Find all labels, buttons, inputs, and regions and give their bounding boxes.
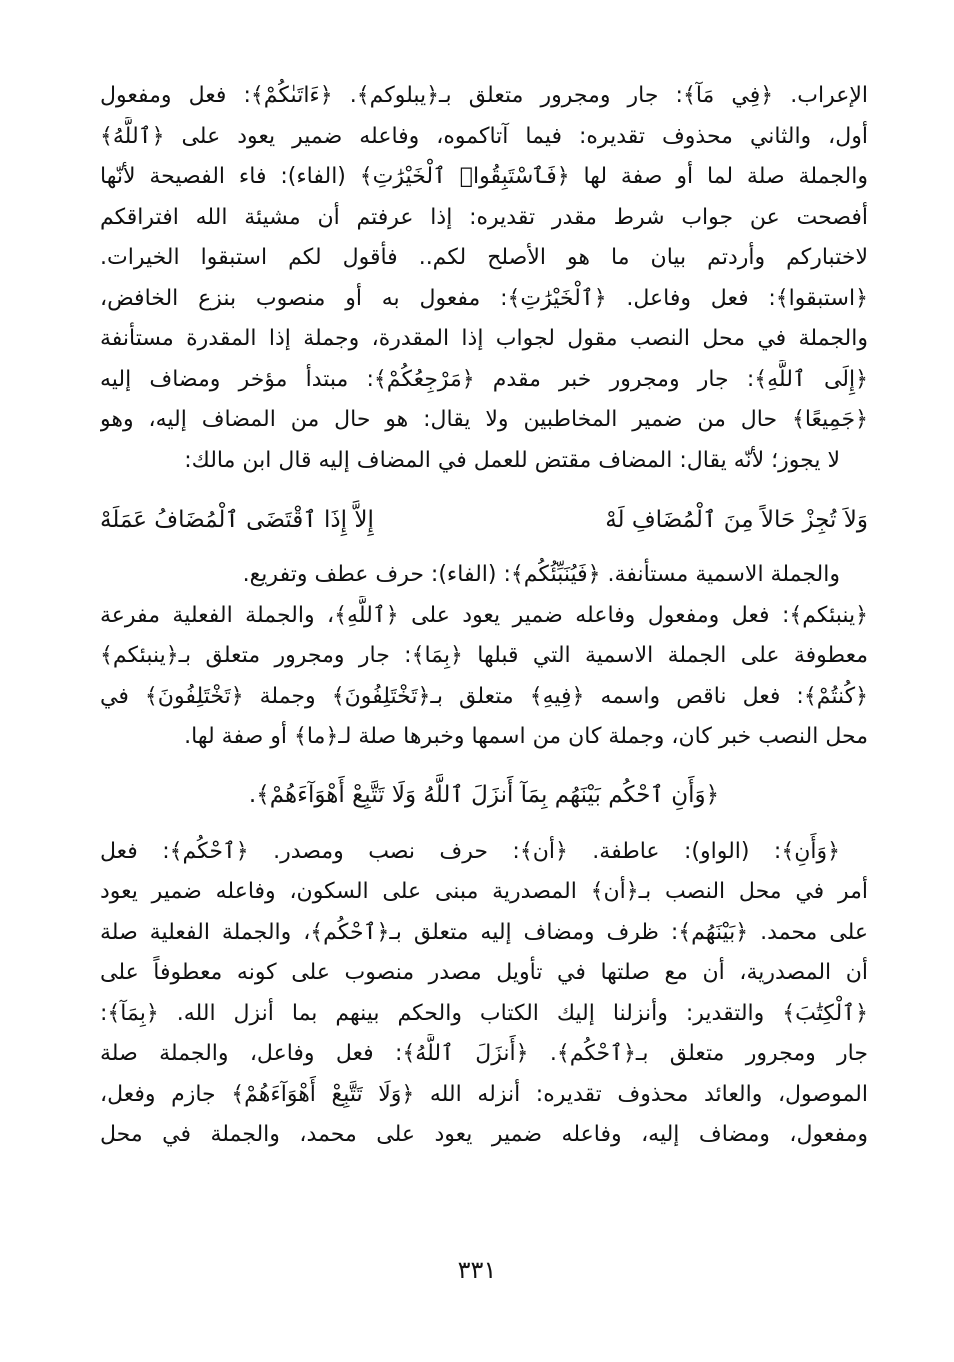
text-line: أفصحت عن جواب شرط مقدر تقديره: إذا عرفتم أن مشيئة الله افتراقكم (100, 204, 868, 230)
text-line: ومفعول، ومضاف إليه، وفاعله ضمير يعود على محمد، والجملة في محل (100, 1122, 868, 1147)
text-line: أول، والثاني محذوف تقديره: فيما آتاكموه، وفاعله ضمير يعود على ﴿ٱللَّهُ﴾ (100, 123, 868, 149)
poetry-verse (100, 489, 868, 551)
text-line: ﴿استبقوا﴾: فعل وفاعل. ﴿ٱلْخَيْرَٰتِ﴾: مفعول به أو منصوب بنزع الخافض، (100, 285, 868, 311)
text-line: الإعراب. ﴿فِي مَآ﴾: جار ومجرور متعلق بـ﴿يبلوكم﴾. ﴿ءَاتَىٰكُمْ﴾: فعل ومفعول (100, 83, 868, 108)
paragraph-1 (100, 76, 868, 481)
text-line: ﴿وَأَنِ﴾: (الواو): عاطفة. ﴿أن﴾: حرف نصب ومصدر. ﴿ٱحْكُم﴾: فعل (100, 838, 840, 864)
text-line: أن المصدرية، أن مع صلتها في تأويل مصدر منصوب على كونه معطوفاً على (100, 960, 868, 985)
text-line: ﴿ينبئكم﴾: فعل ومفعول وفاعله ضمير يعود على ﴿ٱللَّهِ﴾، والجملة الفعلية مفرعة (100, 602, 868, 628)
paragraph-3 (100, 832, 868, 1156)
quran-verse: ﴿وَأَنِ ٱحْكُم بَيْنَهُم بِمَآ أَنزَلَ ٱللَّهُ وَلَا تَتَّبِعْ أَهْوَآءَهُمْ﴾. (248, 781, 720, 808)
text-line: ﴿جَمِيعًا﴾ حال من ضمير المخاطبين ولا يقال: هو حال من المضاف إليه، وهو (100, 407, 868, 432)
verse-first-hemistich: وَلاَ تُجِزْ حَالاً مِنَ ٱلْمُضَافِ لَهْ (605, 507, 868, 533)
text-line: والجملة صلة لما أو صفة لها ﴿فَٱسْتَبِقُوا۟ ٱلْخَيْرَٰتِ﴾ (الفاء): فاء الفصيحة لأنّها (100, 164, 868, 189)
paragraph-2 (100, 555, 868, 758)
text-line: ﴿ٱلْكِتَٰبَ﴾ والتقدير: وأنزلنا إليك الكتاب والحكم بينهم بما أنزل الله. ﴿بِمَآ﴾: (100, 1000, 868, 1026)
text-line: لاختباركم وأردتم بيان ما هو الأصلح لكم.. فأقول لكم استبقوا الخيرات. (100, 245, 868, 270)
text-line: والجملة في محل النصب مقول لجواب إذا المقدرة، وجملة إذا المقدرة مستأنفة (100, 326, 868, 351)
text-line: أمر في محل النصب بـ﴿أن﴾ المصدرية مبنى على السكون، وفاعله ضمير يعود (100, 879, 868, 904)
page-number: ٣٣١ (457, 1256, 497, 1284)
text-line: على محمد. ﴿بَيْنَهُم﴾: ظرف ومضاف إليه متعلق بـ﴿ٱحْكُم﴾، والجملة الفعلية صلة (100, 919, 868, 945)
verse-second-hemistich: إِلاَّ إِذَا ٱقْتَضَى ٱلْمُضَافُ عَمَلَهْ (100, 507, 374, 533)
text-line: ﴿إِلَى ٱللَّهِ﴾: جار ومجرور خبر مقدم ﴿مَرْجِعُكُمْ﴾: مبتدأ مؤخر ومضاف إليه (100, 366, 868, 392)
text-line: معطوفة على الجملة الاسمية التي قبلها ﴿بِمَا﴾: جار ومجرور متعلق بـ﴿ينبئكم﴾ (100, 643, 868, 668)
text-line: ﴿كُنتُمْ﴾: فعل ناقص واسمه ﴿فِيهِ﴾ متعلق بـ﴿تَخْتَلِفُونَ﴾ وجملة ﴿تَخْتَلِفُونَ﴾ في (100, 683, 868, 709)
text-line: والجملة الاسمية مستأنفة. ﴿فَيُنَبِّئُكُم﴾: (الفاء): حرف عطف وتفريع. (242, 562, 840, 587)
text-line: جار ومجرور متعلق بـ﴿ٱحْكُم﴾. ﴿أَنزَلَ ٱللَّهُ﴾: فعل وفاعل، والجملة صلة (100, 1041, 868, 1066)
text-line: الموصول، والعائد محذوف تقديره: أنزله الله ﴿وَلَا تَتَّبِعْ أَهْوَآءَهُمْ﴾ جازم وفعل، (100, 1081, 868, 1107)
text-line: لا يجوز؛ لأنّه يقال: المضاف مقتض للعمل في المضاف إليه قال ابن مالك: (184, 447, 840, 473)
page-body (100, 76, 868, 1156)
text-line: محل النصب خبر كان، وجملة كان من اسمها وخبرها صلة لـ﴿ما﴾ أو صفة لها. (184, 724, 868, 749)
